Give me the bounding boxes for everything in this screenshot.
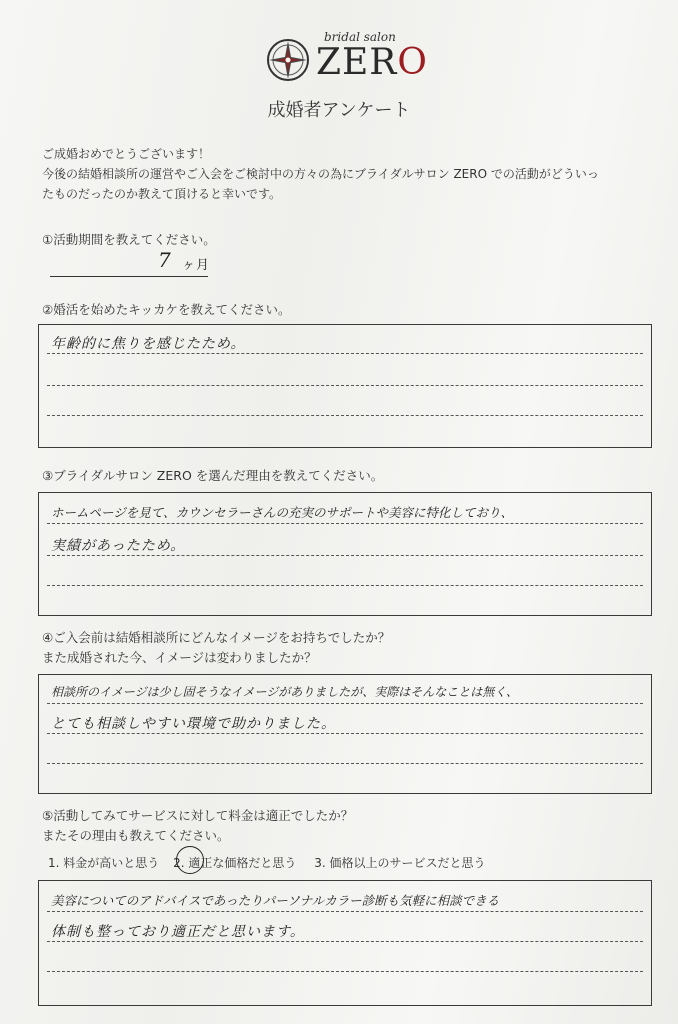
answer-dashed-line	[47, 585, 643, 586]
option-2-selected: 2. 適正な価格だと思う	[173, 856, 297, 870]
bridal-salon-zero-logo	[266, 30, 426, 88]
question-5-label: ⑤活動してみてサービスに対して料金は適正でしたか？	[42, 808, 354, 823]
question-2-answer-box	[38, 324, 652, 448]
question-3-answer-line: 実績があったため。	[51, 538, 186, 554]
logo-wordmark: ZERO	[316, 42, 428, 83]
answer-dashed-line	[47, 733, 643, 734]
answer-dashed-line	[47, 941, 643, 942]
question-5-answer-line: 美容についてのアドバイスであったりパーソナルカラー診断も気軽に相談できる	[51, 893, 500, 908]
question-4-answer-box	[38, 674, 652, 794]
question-2-label: ②婚活を始めたキッカケを教えてください。	[42, 302, 291, 317]
intro-line: たものだったのか教えて頂けると幸いです。	[42, 187, 282, 201]
question-1-label: ①活動期間を教えてください。	[42, 232, 216, 247]
question-1-answer: 7	[158, 248, 172, 272]
answer-dashed-line	[47, 523, 643, 524]
question-3-label: ③ブライダルサロン ZERO を選んだ理由を教えてください。	[42, 468, 384, 483]
page-title: 成婚者アンケート	[267, 100, 411, 121]
answer-dashed-line	[47, 763, 643, 764]
logo-script-text: bridal salon	[324, 30, 396, 44]
option-1: 1. 料金が高いと思う	[48, 856, 160, 870]
compass-rose-icon	[266, 38, 310, 82]
option-3: 3. 価格以上のサービスだと思う	[314, 856, 486, 870]
question-3-answer-box	[38, 492, 652, 616]
question-3-answer-line: ホームページを見て、カウンセラーさんの充実のサポートや美容に特化しており、	[51, 505, 514, 520]
intro-line: ご成婚おめでとうございます！	[42, 147, 211, 161]
intro-text	[42, 144, 652, 204]
answer-underline	[50, 276, 208, 277]
answer-dashed-line	[47, 385, 643, 386]
question-4-answer-line: とても相談しやすい環境で助かりました。	[51, 716, 336, 732]
question-5-sublabel: またその理由も教えてください。	[42, 828, 230, 843]
answer-dashed-line	[47, 353, 643, 354]
question-4-sublabel: また成婚された今、イメージは変わりましたか？	[42, 650, 317, 665]
question-5-options	[48, 854, 485, 871]
question-4-label: ④ご入会前は結婚相談所にどんなイメージをお持ちでしたか？	[42, 630, 391, 645]
question-5-answer-line: 体制も整っており適正だと思います。	[51, 924, 305, 940]
answer-dashed-line	[47, 703, 643, 704]
answer-dashed-line	[47, 415, 643, 416]
question-5-answer-box	[38, 880, 652, 1006]
question-1-unit: ヶ月	[182, 258, 211, 273]
answer-dashed-line	[47, 555, 643, 556]
intro-line: 今後の結婚相談所の運営やご入会をご検討中の方々の為にブライダルサロン ZERO での活動がどういっ	[42, 167, 599, 181]
question-2-answer-line: 年齢的に焦りを感じたため。	[51, 336, 246, 352]
answer-dashed-line	[47, 971, 643, 972]
selected-option-circle	[176, 846, 204, 874]
question-4-answer-line: 相談所のイメージは少し固そうなイメージがありましたが、実際はそんなことは無く、	[51, 685, 519, 699]
answer-dashed-line	[47, 911, 643, 912]
